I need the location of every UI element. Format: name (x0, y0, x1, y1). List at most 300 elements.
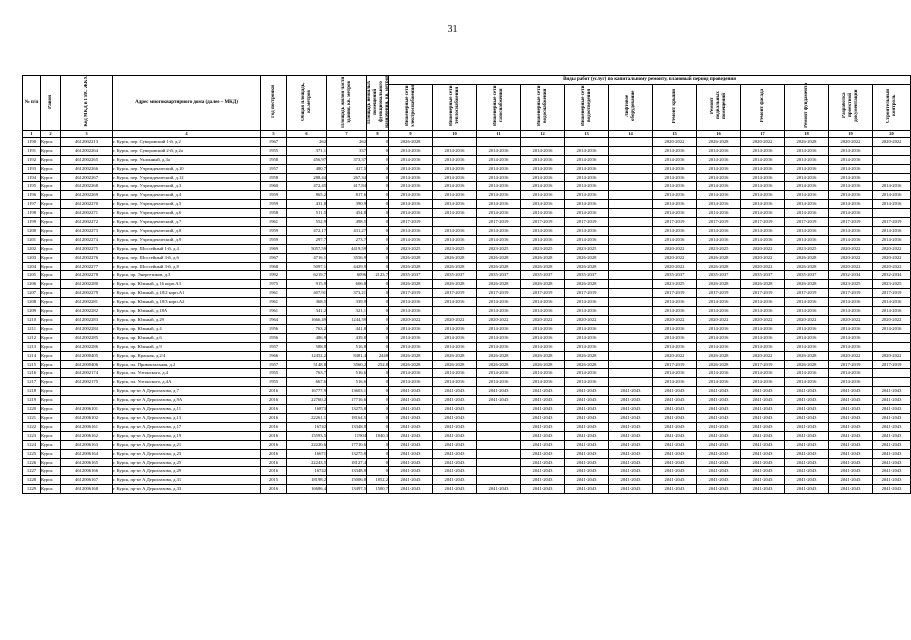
table-cell: 2041-2043 (433, 449, 477, 458)
table-cell: 1190 (23, 137, 41, 146)
table-cell: Курск (41, 307, 61, 316)
table-cell: Курск (41, 476, 61, 485)
table-cell: 2041-2043 (873, 396, 911, 405)
table-cell: 417,5 (327, 164, 367, 173)
table-cell: 1210 (23, 316, 41, 325)
table-cell: 1222 (23, 422, 41, 431)
table-cell: 2026-2028 (477, 253, 521, 262)
table-cell: 2026-2028 (785, 262, 829, 271)
table-cell: г. Курск, пер. Суворовский 1-й, д.2 (113, 137, 261, 146)
table-cell (477, 137, 521, 146)
table-cell: 2020-2022 (741, 253, 785, 262)
table-cell: 2014-2016 (741, 155, 785, 164)
table-cell: 2017-2019 (873, 360, 911, 369)
table-cell: 339,9 (327, 298, 367, 307)
table-cell: 2017-2019 (477, 218, 521, 227)
table-cell: 2014-2016 (741, 146, 785, 155)
table-cell: Курск (41, 218, 61, 227)
table-cell: 2014-2016 (785, 146, 829, 155)
table-cell (609, 333, 653, 342)
table-cell: 2014-2016 (741, 226, 785, 235)
table-cell: Курск (41, 405, 61, 414)
table-cell: 2041-2043 (389, 485, 433, 494)
table-cell: 1956 (261, 333, 287, 342)
table-cell: 1206 (23, 280, 41, 289)
table-cell: Курск (41, 244, 61, 253)
table-cell: 1220 (23, 405, 41, 414)
table-cell: 2014-2016 (873, 226, 911, 235)
table-cell: 4612002278 (61, 271, 113, 280)
table-cell: 2041-2043 (521, 396, 565, 405)
table-cell: г. Курск, пр-кт А.Дериглазова, д.19 (113, 431, 261, 440)
table-cell: 15006,8 (327, 476, 367, 485)
table-cell: 2026-2028 (565, 262, 609, 271)
table-cell: 1969 (261, 244, 287, 253)
table-cell: 2026-2028 (697, 137, 741, 146)
table-cell: 2014-2016 (785, 200, 829, 209)
table-cell: Курск (41, 146, 61, 155)
table-cell: 13275,8 (327, 449, 367, 458)
table-cell: 2014-2016 (829, 209, 873, 218)
table-cell: 2041-2043 (697, 458, 741, 467)
table-cell: 1214 (23, 351, 41, 360)
table-cell (873, 333, 911, 342)
table-cell (609, 280, 653, 289)
table-cell: 431,27 (327, 226, 367, 235)
table-cell: г. Курск, пер. Учрежденческий, д.12 (113, 173, 261, 182)
table-cell: 18164,5 (327, 413, 367, 422)
table-cell: 16686,4 (287, 485, 327, 494)
table-cell: 2041-2043 (829, 413, 873, 422)
table-row (23, 146, 911, 155)
table-cell: 2020-2022 (521, 316, 565, 325)
table-cell: 2014-2016 (433, 378, 477, 387)
table-cell: 2014-2016 (697, 164, 741, 173)
table-cell: 0 (367, 324, 389, 333)
table-cell: 2026-2028 (565, 351, 609, 360)
table-cell: Курск (41, 235, 61, 244)
table-cell: Курск (41, 137, 61, 146)
table-cell: 2014-2016 (565, 378, 609, 387)
table-cell: 2014-2016 (697, 209, 741, 218)
table-cell: 2014-2016 (565, 298, 609, 307)
table-cell: 4612006168 (61, 485, 113, 494)
table-cell: 2023-2025 (389, 244, 433, 253)
table-cell: 2041-2043 (609, 422, 653, 431)
table-cell (477, 431, 521, 440)
table-cell: 2026-2028 (433, 280, 477, 289)
table-cell: 2014-2016 (521, 333, 565, 342)
table-cell: 297,7 (287, 235, 327, 244)
table-cell: 4612002273 (61, 226, 113, 235)
table-cell: 2014-2016 (785, 209, 829, 218)
table-cell: 1198 (23, 209, 41, 218)
table-cell: 2041-2043 (653, 396, 697, 405)
table-cell: 2041-2043 (785, 431, 829, 440)
table-cell: 2014-2016 (653, 146, 697, 155)
table-cell: 2041-2043 (609, 405, 653, 414)
table-cell (609, 191, 653, 200)
table-cell: 2014-2016 (521, 235, 565, 244)
table-cell: 1968 (261, 262, 287, 271)
table-cell: 1961 (261, 307, 287, 316)
table-row (23, 253, 911, 262)
table-cell: 2014-2016 (389, 333, 433, 342)
table-cell: 4612002174 (61, 369, 113, 378)
page-number: 31 (447, 24, 458, 35)
table-cell: 2020-2022 (785, 316, 829, 325)
table-cell: 2014-2016 (697, 146, 741, 155)
table-cell: 2014-2016 (653, 191, 697, 200)
table-cell: 2014-2016 (785, 191, 829, 200)
table-cell: 2014-2016 (741, 342, 785, 351)
table-cell: г. Курск, пер. Учрежденческий, д.3 (113, 182, 261, 191)
table-cell: 0 (367, 342, 389, 351)
table-cell: 2026-2028 (697, 351, 741, 360)
table-cell: 2041-2043 (873, 422, 911, 431)
table-cell: 2014-2016 (521, 191, 565, 200)
table-cell: 15593,5 (287, 431, 327, 440)
table-cell: 252,8 (367, 360, 389, 369)
table-cell: 1967 (261, 137, 287, 146)
table-cell: 2041-2043 (433, 413, 477, 422)
table-cell: 763,7 (287, 369, 327, 378)
table-cell: 480,7 (287, 164, 327, 173)
table-cell: 2014-2016 (741, 191, 785, 200)
table-cell: 2014-2016 (873, 307, 911, 316)
table-cell: 4612002279 (61, 289, 113, 298)
table-cell: 2041-2043 (609, 467, 653, 476)
table-cell: 4612002286 (61, 342, 113, 351)
table-cell: 2041-2043 (521, 422, 565, 431)
table-cell: 1958 (261, 155, 287, 164)
table-cell: 1219 (23, 396, 41, 405)
table-cell: 2014-2016 (873, 298, 911, 307)
table-cell (609, 200, 653, 209)
table-cell (61, 387, 113, 396)
table-cell: 2014-2016 (741, 378, 785, 387)
table-cell: 2041-2043 (873, 431, 911, 440)
table-cell: 2014-2016 (697, 298, 741, 307)
table-cell: 2041-2043 (565, 431, 609, 440)
table-cell: 4612002264 (61, 146, 113, 155)
table-cell: 2041-2043 (389, 396, 433, 405)
table-cell: 0 (367, 146, 389, 155)
table-cell: 2041-2043 (873, 485, 911, 494)
table-cell: 18127,4 (327, 458, 367, 467)
table-cell: 0 (367, 253, 389, 262)
table-cell: 5148,8 (287, 360, 327, 369)
table-cell: Курск (41, 316, 61, 325)
table-cell: 0 (367, 262, 389, 271)
table-cell: 2014-2016 (477, 298, 521, 307)
table-cell: 2041-2043 (565, 396, 609, 405)
table-cell: 2041-2043 (741, 440, 785, 449)
table-cell: 2035-2037 (521, 271, 565, 280)
table-cell: 2041-2043 (829, 387, 873, 396)
header-work-7: Ремонт крыши (653, 84, 697, 130)
table-cell: 2014-2016 (785, 173, 829, 182)
table-cell: 2014-2016 (389, 226, 433, 235)
table-cell: 2041-2043 (653, 413, 697, 422)
table-cell: 2014-2016 (477, 173, 521, 182)
table-cell: 2014-2016 (433, 173, 477, 182)
table-row (23, 316, 911, 325)
table-cell (609, 235, 653, 244)
table-cell: 2014-2016 (433, 298, 477, 307)
table-cell: 1224 (23, 440, 41, 449)
table-cell: 0 (367, 307, 389, 316)
table-cell: 2020-2022 (741, 137, 785, 146)
table-cell: 2020-2022 (653, 244, 697, 253)
table-cell: 17710,6 (327, 440, 367, 449)
table-cell: 2026-2028 (697, 262, 741, 271)
table-cell: 2041-2043 (433, 405, 477, 414)
table-cell: 2014-2016 (477, 200, 521, 209)
table-cell: 2041-2043 (565, 440, 609, 449)
table-cell: 1666,49 (287, 316, 327, 325)
table-cell: 2020-2022 (873, 351, 911, 360)
table-cell: 2041-2043 (873, 387, 911, 396)
table-cell: 2041-2043 (785, 387, 829, 396)
table-cell (521, 137, 565, 146)
table-cell: Курск (41, 485, 61, 494)
table-cell: 4612002275 (61, 244, 113, 253)
table-cell: 2041-2043 (565, 422, 609, 431)
table-cell: 2014-2016 (829, 324, 873, 333)
table-cell: 4612002281 (61, 298, 113, 307)
table-cell: 2016 (261, 422, 287, 431)
table-cell: 0 (367, 226, 389, 235)
table-cell: 0 (367, 440, 389, 449)
table-cell: 431,8 (287, 200, 327, 209)
table-cell: 2041-2043 (521, 458, 565, 467)
table-cell (609, 173, 653, 182)
table-cell: 2014-2016 (741, 164, 785, 173)
table-cell: 2014-2016 (829, 191, 873, 200)
table-cell: 341,2 (287, 307, 327, 316)
table-cell (477, 467, 521, 476)
table-cell: 2014-2016 (653, 209, 697, 218)
table-cell: 2014-2016 (389, 146, 433, 155)
table-cell: 2023-2025 (697, 244, 741, 253)
table-row (23, 449, 911, 458)
table-cell: 2014-2016 (521, 226, 565, 235)
table-cell: 1959 (261, 226, 287, 235)
table-cell: 2014-2016 (741, 182, 785, 191)
table-cell: 2015 (261, 476, 287, 485)
table-cell: 2014-2016 (829, 235, 873, 244)
table-cell: 1959 (261, 200, 287, 209)
table-cell: 1964 (261, 316, 287, 325)
table-cell: г. Курск, пл. Привокзальная, д.2 (113, 360, 261, 369)
column-number: 12 (521, 130, 565, 137)
table-cell: 2014-2016 (697, 235, 741, 244)
table-cell: 2014-2016 (697, 307, 741, 316)
table-cell: 2035-2037 (477, 271, 521, 280)
table-cell: 2020-2022 (477, 316, 521, 325)
table-cell: 2014-2016 (565, 324, 609, 333)
table-cell: 22261,1 (287, 413, 327, 422)
table-cell: 0 (367, 137, 389, 146)
table-cell: 2014-2016 (741, 324, 785, 333)
table-cell: 2014-2016 (829, 333, 873, 342)
table-cell: 2026-2028 (521, 262, 565, 271)
table-cell: 2041-2043 (829, 458, 873, 467)
table-cell: Курск (41, 431, 61, 440)
table-cell: 1975 (261, 280, 287, 289)
table-cell: 0 (367, 244, 389, 253)
table-cell: 2017-2019 (389, 289, 433, 298)
table-cell: 2014-2016 (785, 324, 829, 333)
table-cell: 2017-2019 (785, 289, 829, 298)
table-cell: 2041-2043 (741, 396, 785, 405)
table-cell: 1205 (23, 271, 41, 280)
header-work-2: Инженерные сети теплоснабжения (433, 84, 477, 130)
table-row (23, 431, 911, 440)
table-cell: 2014-2016 (785, 164, 829, 173)
table-cell: 2041-2043 (389, 440, 433, 449)
table-cell: 1204 (23, 262, 41, 271)
table-cell: 2014-2016 (433, 235, 477, 244)
table-cell: 4716,1 (287, 253, 327, 262)
table-cell: 2014-2016 (697, 182, 741, 191)
table-cell: 2041-2043 (433, 467, 477, 476)
table-row (23, 476, 911, 485)
table-cell: 2017-2019 (697, 218, 741, 227)
table-cell: 2035-2037 (565, 271, 609, 280)
table-cell: 4612002266 (61, 164, 113, 173)
table-cell: 2014-2016 (653, 164, 697, 173)
table-cell: 2014-2016 (521, 298, 565, 307)
table-cell (873, 209, 911, 218)
table-cell: 2041-2043 (697, 413, 741, 422)
table-cell: 2017-2019 (741, 218, 785, 227)
table-cell (873, 369, 911, 378)
table-cell: Курск (41, 378, 61, 387)
table-cell: 2014-2016 (653, 155, 697, 164)
header-work-1: Инженерные сети электроснабжения (389, 84, 433, 130)
table-cell: 2014-2016 (521, 173, 565, 182)
table-cell: г. Курск, пр-кт А.Дериглазова, д.23 (113, 449, 261, 458)
table-cell: 2026-2028 (565, 280, 609, 289)
table-cell: г. Курск, пер. Учрежденческий, д.9 (113, 235, 261, 244)
table-cell: 1960 (261, 182, 287, 191)
header-rayon: Район (41, 76, 61, 131)
table-cell: 4612002272 (61, 218, 113, 227)
table-cell: 2041-2043 (389, 476, 433, 485)
table-cell: 2041-2043 (389, 422, 433, 431)
column-number: 4 (113, 130, 261, 137)
table-cell: 2020-2022 (741, 316, 785, 325)
table-cell: 2014-2016 (477, 369, 521, 378)
table-cell: 1957 (261, 360, 287, 369)
table-cell: 2041-2043 (741, 485, 785, 494)
table-cell: 2014-2016 (477, 324, 521, 333)
table-cell: 2026-2028 (785, 360, 829, 369)
table-cell: г. Курск, пр. Южный, д.9 (113, 342, 261, 351)
table-cell: г. Курск, пр-кт А.Дериглазова, д.7 (113, 387, 261, 396)
header-work-11: Разработка проектной документации (829, 84, 873, 130)
table-cell: 2041-2043 (609, 449, 653, 458)
column-number: 2 (41, 130, 61, 137)
table-cell: 4612006164 (61, 449, 113, 458)
table-cell: 2448 (367, 351, 389, 360)
table-cell: 1957 (261, 164, 287, 173)
table-cell: Курск (41, 440, 61, 449)
table-cell: 2026-2028 (477, 262, 521, 271)
table-cell: 2014-2016 (829, 155, 873, 164)
table-cell: 2014-2016 (521, 182, 565, 191)
table-row (23, 298, 911, 307)
table-cell: 371,1 (287, 146, 327, 155)
table-cell: 2014-2016 (477, 182, 521, 191)
table-cell: 2041-2043 (389, 413, 433, 422)
table-cell: г. Курск, пл. Уптонского, д.4 (113, 369, 261, 378)
table-cell: 0 (367, 155, 389, 164)
table-row (23, 173, 911, 182)
table-row (23, 485, 911, 494)
table-cell: 1955 (261, 146, 287, 155)
table-cell: 1227 (23, 467, 41, 476)
table-cell: 2014-2016 (565, 155, 609, 164)
table-cell: 2041-2043 (433, 387, 477, 396)
table-cell: 2041-2043 (741, 422, 785, 431)
table-cell: 2014-2016 (785, 333, 829, 342)
table-cell: 2041-2043 (389, 449, 433, 458)
table-cell: 2041-2043 (785, 476, 829, 485)
table-cell (609, 164, 653, 173)
table-cell: 2020-2022 (653, 351, 697, 360)
table-cell: 262 (287, 137, 327, 146)
table-cell: 2014-2016 (521, 209, 565, 218)
table-cell: 2026-2028 (521, 360, 565, 369)
table-cell: 2016 (261, 396, 287, 405)
table-cell: 2020-2022 (829, 351, 873, 360)
table-cell: 2041-2043 (433, 431, 477, 440)
table-cell: 2041-2043 (653, 422, 697, 431)
table-cell: 2017-2019 (829, 289, 873, 298)
table-cell: 3560,2 (327, 360, 367, 369)
table-cell: г. Курск, пр. Южный, д.18/3 корп.А2 (113, 298, 261, 307)
table-cell: 2014-2016 (785, 369, 829, 378)
table-cell: 2041-2043 (389, 458, 433, 467)
table-cell: 2014-2016 (477, 209, 521, 218)
table-cell: 13348,8 (327, 467, 367, 476)
table-cell (477, 458, 521, 467)
table-cell: 2014-2016 (741, 333, 785, 342)
table-cell: г. Курск, пр. Южный, д.29 (113, 316, 261, 325)
column-number: 7 (327, 130, 367, 137)
table-cell: 2014-2016 (653, 342, 697, 351)
table-cell: 2014-2016 (653, 200, 697, 209)
table-cell: 4612002282 (61, 307, 113, 316)
table-cell: 2041-2043 (741, 467, 785, 476)
table-cell: 2014-2016 (653, 369, 697, 378)
table-cell: 2123,7 (367, 271, 389, 280)
table-cell: 2041-2043 (565, 476, 609, 485)
table-cell: 2041-2043 (433, 458, 477, 467)
table-cell: 2041-2043 (873, 413, 911, 422)
table-cell: 2020-2022 (653, 262, 697, 271)
table-cell: 1957 (261, 342, 287, 351)
table-cell: 552,9 (287, 218, 327, 227)
table-cell: 2014-2016 (785, 378, 829, 387)
table-row (23, 209, 911, 218)
table-cell: 4612002267 (61, 173, 113, 182)
table-row (23, 405, 911, 414)
table-cell: 2014-2016 (829, 378, 873, 387)
